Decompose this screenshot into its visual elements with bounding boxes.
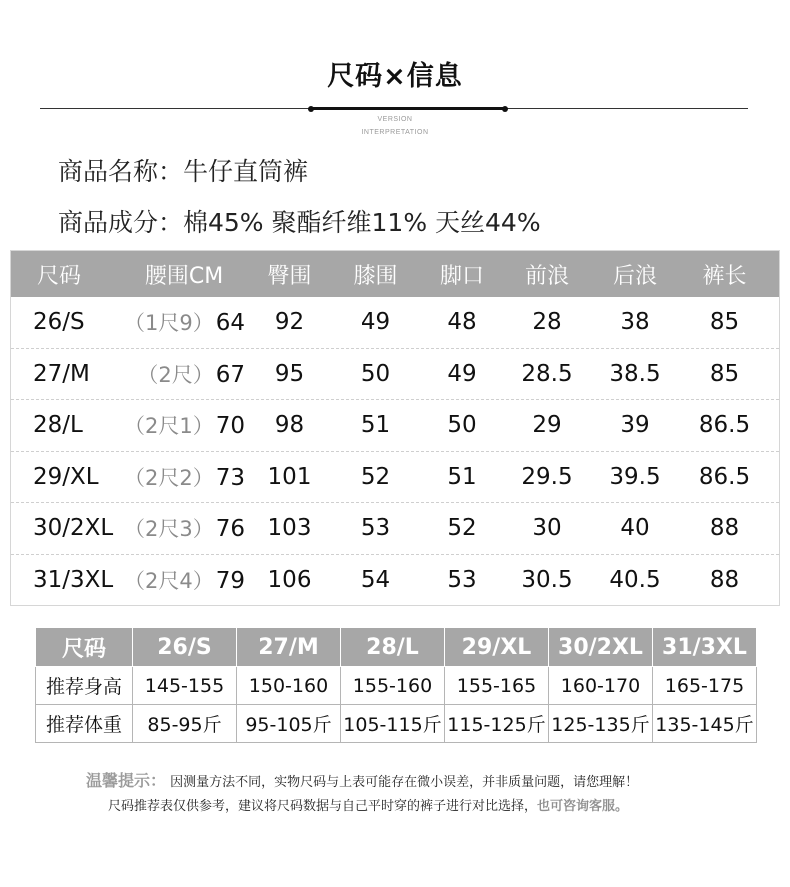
subtitle-version: VERSION bbox=[377, 116, 413, 123]
recommend-size-cell: 30/2XL bbox=[549, 628, 653, 667]
column-header: 裤长 bbox=[702, 263, 747, 289]
hem-cell: 51 bbox=[447, 463, 477, 490]
weight-cell: 85-95斤 bbox=[133, 705, 237, 743]
back-rise-cell: 38.5 bbox=[609, 360, 661, 387]
note-text-2: 尺码推荐表仅供参考，建议将尺码数据与自己平时穿的裤子进行对比选择， bbox=[108, 799, 538, 814]
hip-cell: 106 bbox=[267, 566, 312, 593]
back-rise-cell: 39.5 bbox=[609, 463, 661, 490]
waist-cell bbox=[121, 410, 247, 440]
waist-value: 67 bbox=[215, 361, 245, 388]
weight-cell: 115-125斤 bbox=[445, 705, 549, 743]
product-name: 商品名称：牛仔直筒裤 bbox=[58, 157, 309, 186]
height-label: 推荐身高 bbox=[36, 667, 133, 705]
back-rise-cell: 38 bbox=[620, 309, 650, 336]
hip-cell: 103 bbox=[267, 515, 312, 542]
waist-value: 73 bbox=[215, 464, 245, 491]
recommend-size-cell: 28/L bbox=[341, 628, 445, 667]
weight-cell: 105-115斤 bbox=[341, 705, 445, 743]
recommend-size-cell: 31/3XL bbox=[653, 628, 757, 667]
column-header: 膝围 bbox=[353, 263, 398, 289]
height-cell: 145-155 bbox=[133, 667, 237, 705]
column-header: 臀围 bbox=[267, 263, 312, 289]
column-header: 腰围CM bbox=[144, 263, 224, 289]
recommend-size-cell: 26/S bbox=[133, 628, 237, 667]
divider-dot-right bbox=[502, 106, 508, 112]
waist-chi-label: （2尺4） bbox=[123, 568, 214, 593]
knee-cell: 51 bbox=[360, 412, 391, 439]
size-cell: 30/2XL bbox=[33, 515, 114, 542]
height-cell: 160-170 bbox=[549, 667, 653, 705]
note-label: 温馨提示： bbox=[86, 771, 167, 790]
recommend-height-row bbox=[36, 667, 757, 705]
height-cell: 150-160 bbox=[237, 667, 341, 705]
waist-chi-label: （1尺9） bbox=[123, 311, 214, 336]
note-text-1: 因测量方法不同，实物尺码与上表可能存在微小误差，并非质量问题，请您理解！ bbox=[170, 775, 639, 790]
table-row bbox=[11, 348, 779, 400]
recommendation-table bbox=[35, 627, 757, 743]
height-cell: 155-160 bbox=[341, 667, 445, 705]
recommend-header-label: 尺码 bbox=[36, 628, 133, 667]
length-cell: 85 bbox=[709, 360, 740, 387]
page-title: 尺码×信息 bbox=[327, 61, 463, 92]
front-rise-cell: 30 bbox=[532, 515, 562, 542]
waist-cell bbox=[121, 307, 247, 337]
size-cell: 31/3XL bbox=[33, 566, 114, 593]
back-rise-cell: 39 bbox=[620, 412, 650, 439]
waist-value: 76 bbox=[215, 516, 245, 543]
note-line-2 bbox=[108, 795, 628, 814]
column-header: 脚口 bbox=[439, 263, 484, 289]
recommend-size-cell: 27/M bbox=[237, 628, 341, 667]
divider-dot-left bbox=[308, 106, 314, 112]
length-cell: 86.5 bbox=[698, 463, 751, 490]
knee-cell: 49 bbox=[360, 309, 391, 336]
knee-cell: 52 bbox=[360, 463, 391, 490]
front-rise-cell: 29.5 bbox=[521, 463, 573, 490]
hip-cell: 101 bbox=[267, 463, 312, 490]
subtitle-interpretation: INTERPRETATION bbox=[361, 129, 429, 136]
back-rise-cell: 40.5 bbox=[609, 566, 661, 593]
length-cell: 88 bbox=[709, 566, 740, 593]
column-header: 尺码 bbox=[37, 263, 82, 289]
knee-cell: 50 bbox=[360, 360, 391, 387]
knee-cell: 53 bbox=[360, 515, 391, 542]
hem-cell: 50 bbox=[447, 412, 477, 439]
height-cell: 165-175 bbox=[653, 667, 757, 705]
recommend-header-row bbox=[36, 628, 757, 667]
waist-cell bbox=[121, 359, 247, 389]
waist-chi-label: （2尺） bbox=[137, 362, 214, 387]
note-line-1 bbox=[86, 768, 638, 791]
table-row bbox=[11, 502, 779, 554]
waist-chi-label: （2尺3） bbox=[123, 517, 214, 542]
size-table-header bbox=[11, 251, 779, 297]
waist-chi-label: （2尺2） bbox=[123, 465, 214, 490]
table-row bbox=[11, 554, 779, 606]
height-cell: 155-165 bbox=[445, 667, 549, 705]
hip-cell: 92 bbox=[274, 309, 305, 336]
length-cell: 88 bbox=[709, 515, 740, 542]
recommend-size-cell: 29/XL bbox=[445, 628, 549, 667]
table-row bbox=[11, 399, 779, 451]
column-header: 后浪 bbox=[612, 263, 657, 289]
back-rise-cell: 40 bbox=[620, 515, 650, 542]
hem-cell: 53 bbox=[447, 566, 477, 593]
hem-cell: 48 bbox=[447, 309, 477, 336]
recommend-weight-row bbox=[36, 705, 757, 743]
size-cell: 26/S bbox=[33, 309, 85, 336]
waist-cell bbox=[121, 462, 247, 492]
size-cell: 27/M bbox=[33, 360, 90, 387]
size-table bbox=[10, 250, 780, 606]
hip-cell: 95 bbox=[274, 360, 305, 387]
front-rise-cell: 28 bbox=[532, 309, 562, 336]
column-header: 前浪 bbox=[524, 263, 569, 289]
table-row bbox=[11, 451, 779, 503]
weight-label: 推荐体重 bbox=[36, 705, 133, 743]
hem-cell: 52 bbox=[447, 515, 477, 542]
hem-cell: 49 bbox=[447, 360, 477, 387]
front-rise-cell: 30.5 bbox=[521, 566, 573, 593]
weight-cell: 125-135斤 bbox=[549, 705, 653, 743]
front-rise-cell: 28.5 bbox=[521, 360, 573, 387]
size-cell: 28/L bbox=[33, 412, 83, 439]
waist-value: 79 bbox=[215, 567, 245, 594]
waist-cell bbox=[121, 513, 247, 543]
hip-cell: 98 bbox=[274, 412, 305, 439]
table-row bbox=[11, 297, 779, 348]
waist-cell bbox=[121, 565, 247, 595]
size-table-body bbox=[11, 297, 779, 605]
note-text-2-tail: 也可咨询客服。 bbox=[537, 799, 629, 814]
waist-value: 70 bbox=[215, 413, 245, 440]
knee-cell: 54 bbox=[360, 566, 391, 593]
weight-cell: 95-105斤 bbox=[237, 705, 341, 743]
weight-cell: 135-145斤 bbox=[653, 705, 757, 743]
waist-value: 64 bbox=[215, 310, 245, 337]
front-rise-cell: 29 bbox=[532, 412, 562, 439]
length-cell: 86.5 bbox=[698, 412, 751, 439]
product-composition: 商品成分：棉45% 聚酯纤维11% 天丝44% bbox=[58, 208, 541, 237]
title-divider-bar bbox=[313, 107, 505, 110]
waist-chi-label: （2尺1） bbox=[123, 414, 214, 439]
size-cell: 29/XL bbox=[33, 463, 99, 490]
length-cell: 85 bbox=[709, 309, 740, 336]
